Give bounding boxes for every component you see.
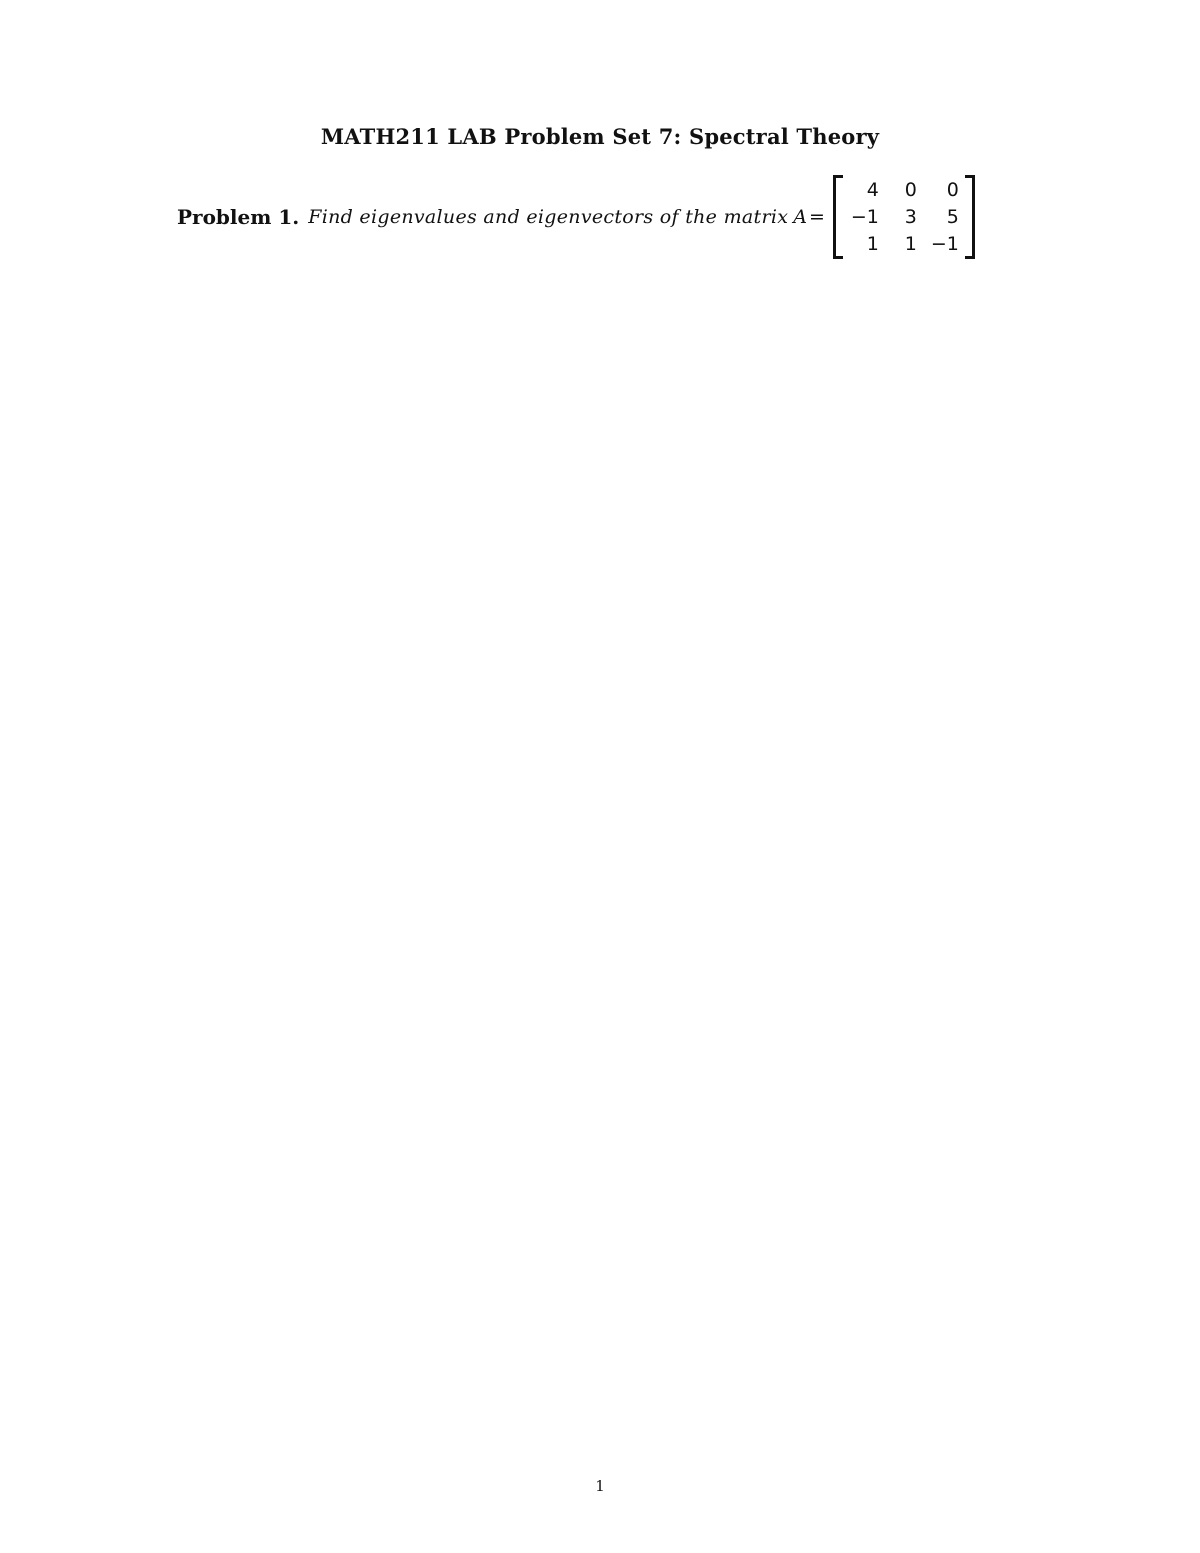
matrix-cell-r1c3: 0 [946, 178, 959, 201]
matrix-cell-r1c1: 4 [866, 178, 879, 201]
matrix-name: A [793, 206, 807, 228]
problem-statement: Find eigenvalues and eigenvectors of the matrix [308, 206, 789, 228]
matrix-cell-r1c2: 0 [904, 178, 917, 201]
problem-label: Problem 1. [177, 205, 300, 229]
equals-sign: = [808, 206, 825, 228]
matrix-cell-r2c2: 3 [904, 205, 917, 228]
left-bracket [833, 175, 843, 259]
matrix-cell-r2c3: 5 [946, 205, 959, 228]
page-title: MATH211 LAB Problem Set 7: Spectral Theory [320, 124, 880, 149]
matrix-cell-r3c2: 1 [904, 232, 917, 255]
matrix-cell-r3c1: 1 [866, 232, 879, 255]
right-bracket [965, 175, 975, 259]
matrix-cell-r3c3: −1 [930, 232, 959, 255]
matrix-a [833, 174, 975, 260]
matrix-cell-r2c1: −1 [850, 205, 879, 228]
matrix-grid [843, 177, 965, 258]
problem-1 [177, 172, 975, 262]
page-number: 1 [595, 1477, 605, 1495]
